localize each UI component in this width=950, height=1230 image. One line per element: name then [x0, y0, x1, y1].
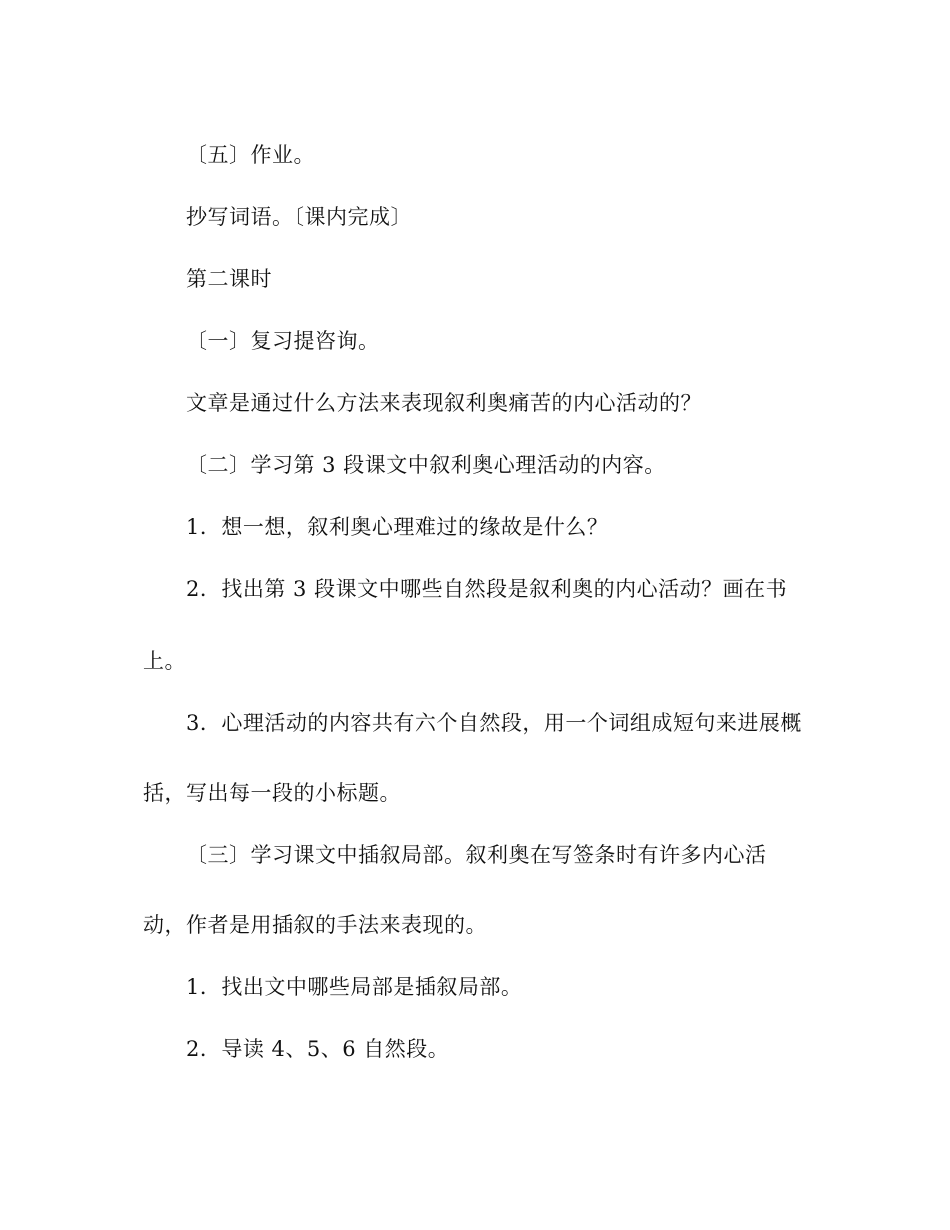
lesson-title-second-period: 第二课时: [186, 267, 272, 291]
list-item-3-continuation: 括，写出每一段的小标题。: [143, 781, 401, 805]
list-item-2: 2．找出第 3 段课文中哪些自然段是叙利奥的内心活动？画在书: [186, 577, 788, 601]
section-heading-flashback: 〔三〕学习课文中插叙局部。叙利奥在写签条时有许多内心活: [186, 843, 767, 867]
list-item-1: 1．想一想，叙利奥心理难过的缘故是什么？: [186, 515, 609, 539]
section-heading-flashback-continuation: 动，作者是用插叙的手法来表现的。: [143, 913, 487, 937]
paragraph-review-question: 文章是通过什么方法来表现叙利奥痛苦的内心活动的？: [186, 391, 702, 415]
section-heading-study-paragraph-3: 〔二〕学习第 3 段课文中叙利奥心理活动的内容。: [186, 453, 666, 477]
paragraph-copy-words: 抄写词语。〔课内完成〕: [186, 205, 412, 229]
list-item-3: 3．心理活动的内容共有六个自然段，用一个词组成短句来进展概: [186, 711, 802, 735]
section-heading-review: 〔一〕复习提咨询。: [186, 329, 380, 353]
list-item-2-continuation: 上。: [143, 649, 186, 673]
flashback-list-item-2: 2．导读 4、5、6 自然段。: [186, 1037, 450, 1061]
section-heading-homework: 〔五〕作业。: [186, 143, 315, 167]
flashback-list-item-1: 1．找出文中哪些局部是插叙局部。: [186, 975, 523, 999]
